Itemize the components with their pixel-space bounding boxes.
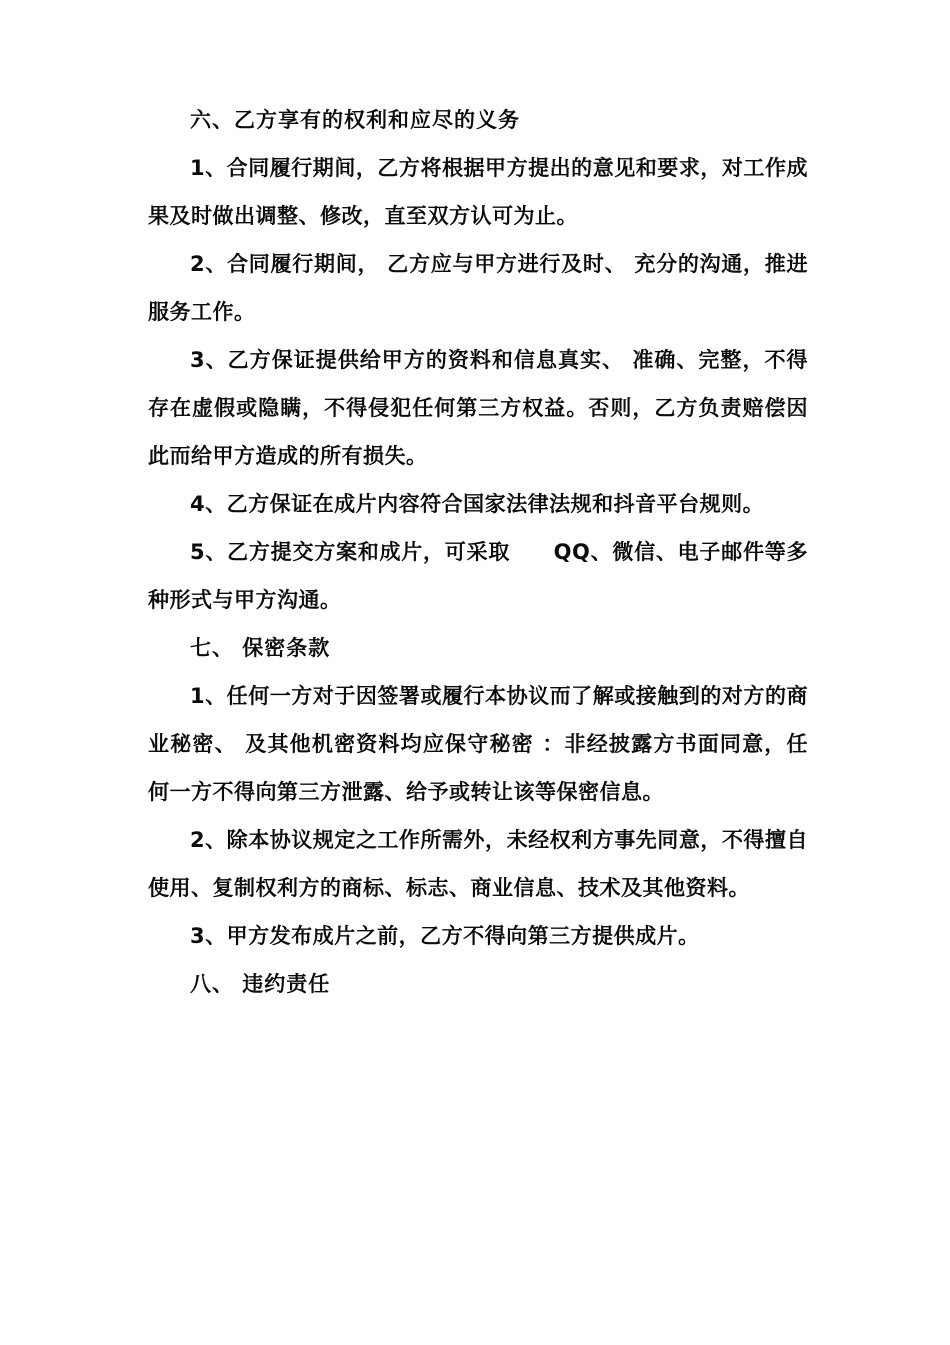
- clause-six-4: 4、乙方保证在成片内容符合国家法律法规和抖音平台规则。: [190, 492, 765, 516]
- clause-seven-2: 2、除本协议规定之工作所需外，未经权利方事先同意，不得擅自使用、复制权利方的商标、标志、商业信息、技术及其他资料。: [148, 828, 808, 900]
- clause-seven-1: 1、任何一方对于因签署或履行本协议而了解或接触到的对方的商业秘密、 及其他机密资料均应保守秘密 ：非经披露方书面同意，任何一方不得向第三方泄露、给予或转让该等保密信息。: [148, 684, 808, 804]
- clause-six-2: 2、合同履行期间， 乙方应与甲方进行及时、 充分的沟通，推进服务工作。: [148, 252, 808, 324]
- section-heading-eight: 八、 违约责任: [190, 972, 331, 996]
- clause-seven-3: 3、甲方发布成片之前，乙方不得向第三方提供成片。: [190, 924, 700, 948]
- section-heading-seven: 七、 保密条款: [190, 636, 331, 660]
- clause-six-1: 1、合同履行期间，乙方将根据甲方提出的意见和要求，对工作成果及时做出调整、修改，直至双方认可为止。: [148, 156, 808, 228]
- document-body: [148, 96, 808, 1008]
- clause-six-3: 3、乙方保证提供给甲方的资料和信息真实、 准确、完整，不得存在虚假或隐瞒，不得侵犯任何第三方权益。否则，乙方负责赔偿因此而给甲方造成的所有损失。: [148, 348, 808, 468]
- clause-six-5: 5、乙方提交方案和成片，可采取 QQ、微信、电子邮件等多种形式与甲方沟通。: [148, 540, 808, 612]
- section-heading-six: 六、乙方享有的权利和应尽的义务: [190, 108, 520, 132]
